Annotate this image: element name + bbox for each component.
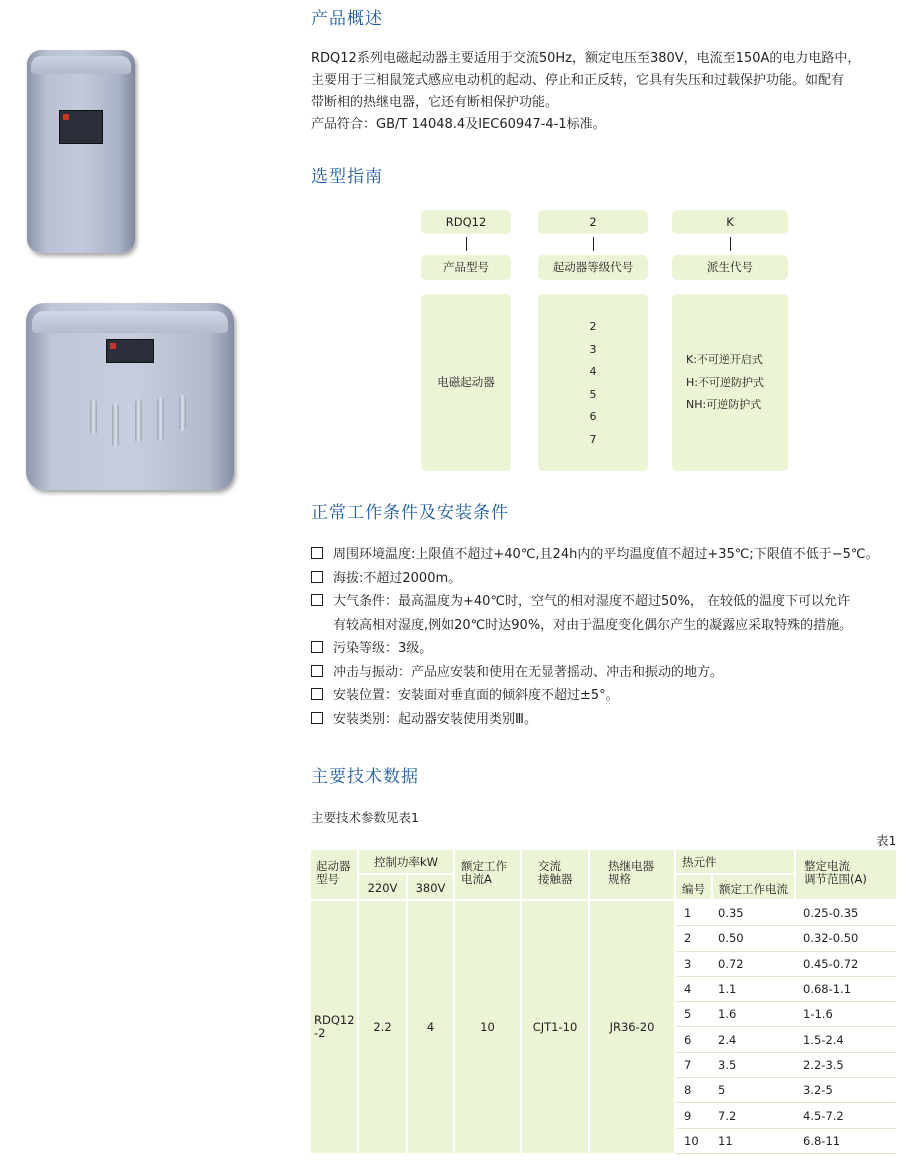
- condition-item: [311, 543, 879, 567]
- condition-item: [311, 684, 879, 708]
- cell-no: 5: [675, 1002, 712, 1027]
- grade-item: 6: [589, 410, 597, 423]
- condition-item: [311, 708, 879, 732]
- tech-title: 主要技术数据: [311, 767, 419, 787]
- overview-line: 产品符合：GB/T 14048.4及IEC60947-4-1标准。: [311, 117, 606, 132]
- header-power: 控制功率kW: [358, 850, 454, 874]
- overview-line: RDQ12系列电磁起动器主要适用于交流50Hz，额定电压至380V，电流至150A的电力电路中，: [311, 51, 861, 66]
- condition-text: 冲击与振动：产品应安装和使用在无显著摇动、冲击和振动的地方。: [333, 664, 724, 680]
- checkbox-icon: [311, 641, 323, 653]
- cell-range: 0.32-0.50: [795, 926, 896, 951]
- cell-element-current: 1.6: [712, 1002, 795, 1027]
- derived-list-box: [672, 294, 788, 471]
- header-range: 整定电流 调节范围(A): [795, 850, 896, 900]
- tech-subtitle: 主要技术参数见表1: [311, 810, 419, 825]
- condition-text: 安装类别：起动器安装使用类别Ⅲ。: [333, 711, 537, 727]
- connector-line: [593, 237, 594, 251]
- code-derived: K: [672, 210, 788, 234]
- caption-model: 产品型号: [421, 255, 511, 280]
- vent-rib-icon: [179, 395, 186, 431]
- tech-table: [311, 850, 896, 1154]
- vent-rib-icon: [90, 399, 97, 435]
- cell-no: 4: [675, 976, 712, 1001]
- cell-power-380: 4: [407, 900, 454, 1153]
- condition-text: 安装位置：安装面对垂直面的倾斜度不超过±5°。: [333, 688, 619, 703]
- cell-model: RDQ12 -2: [311, 900, 358, 1153]
- vent-rib-icon: [135, 399, 142, 443]
- cell-element-current: 0.72: [712, 951, 795, 976]
- grade-item: 4: [589, 365, 597, 378]
- condition-text: 有较高相对湿度,例如20℃时达90%，对由于温度变化偶尔产生的凝露应采取特殊的措施。: [333, 617, 853, 633]
- cell-current: 10: [454, 900, 521, 1153]
- condition-text: 周围环境温度:上限值不超过+40℃,且24h内的平均温度值不超过+35℃;下限值不低于−5℃。: [333, 547, 879, 562]
- cell-contactor: CJT1-10: [521, 900, 589, 1153]
- cell-element-current: 2.4: [712, 1027, 795, 1052]
- cell-element-current: 0.50: [712, 926, 795, 951]
- checkbox-icon: [311, 688, 323, 700]
- table-number: 表1: [876, 833, 897, 848]
- derived-item: K:不可逆开启式: [686, 353, 763, 366]
- cell-element-current: 5: [712, 1078, 795, 1103]
- code-grade: 2: [538, 210, 648, 234]
- grade-item: 3: [589, 342, 597, 356]
- overview-text: [311, 48, 911, 136]
- cell-element-current: 11: [712, 1128, 795, 1153]
- cell-range: 2.2-3.5: [795, 1052, 896, 1077]
- vent-rib-icon: [157, 397, 164, 441]
- header-220v: 220V: [358, 874, 407, 900]
- cell-range: 6.8-11: [795, 1128, 896, 1153]
- header-element-current: 额定工作电流: [712, 874, 795, 900]
- cell-no: 2: [675, 926, 712, 951]
- header-element: 热元件: [675, 850, 795, 874]
- nameplate-icon: [106, 339, 154, 363]
- checkbox-icon: [311, 594, 323, 606]
- condition-item: [311, 567, 879, 591]
- cell-element-current: 3.5: [712, 1052, 795, 1077]
- header-no: 编号: [675, 874, 712, 900]
- checkbox-icon: [311, 712, 323, 724]
- product-photo-small: [27, 50, 135, 253]
- condition-item: [311, 661, 879, 685]
- cell-element-current: 1.1: [712, 976, 795, 1001]
- cell-range: 4.5-7.2: [795, 1103, 896, 1128]
- cell-no: 1: [675, 900, 712, 926]
- cell-no: 10: [675, 1128, 712, 1153]
- nameplate-icon: [59, 110, 103, 144]
- condition-text: 污染等级：3级。: [333, 641, 433, 656]
- code-model: RDQ12: [421, 210, 511, 234]
- cell-element-current: 7.2: [712, 1103, 795, 1128]
- grade-item: 5: [589, 387, 597, 401]
- condition-item: [311, 637, 879, 661]
- cell-no: 7: [675, 1052, 712, 1077]
- cell-relay: JR36-20: [589, 900, 675, 1153]
- overview-line: 带断相的热继电器，它还有断相保护功能。: [311, 95, 559, 110]
- header-contactor: 交流 接触器: [521, 850, 589, 900]
- checkbox-icon: [311, 665, 323, 677]
- connector-line: [466, 237, 467, 251]
- header-380v: 380V: [407, 874, 454, 900]
- header-model: 起动器 型号: [311, 850, 358, 900]
- overview-title: 产品概述: [311, 9, 383, 29]
- overview-line: 主要用于三相鼠笼式感应电动机的起动、停止和正反转，它具有失压和过载保护功能。如配有: [311, 73, 845, 88]
- product-name-box: 电磁起动器: [421, 294, 511, 471]
- vent-rib-icon: [112, 403, 119, 447]
- caption-derived: 派生代号: [672, 255, 788, 280]
- condition-item: [311, 590, 879, 614]
- connector-line: [730, 237, 731, 251]
- cell-no: 8: [675, 1078, 712, 1103]
- cell-range: 1.5-2.4: [795, 1027, 896, 1052]
- derived-list: [686, 349, 764, 417]
- derived-item: H:不可逆防护式: [686, 375, 764, 389]
- grade-item: 2: [589, 320, 597, 333]
- cell-no: 3: [675, 951, 712, 976]
- derived-item: NH:可逆防护式: [686, 398, 762, 411]
- cell-range: 1-1.6: [795, 1002, 896, 1027]
- condition-text: 大气条件：最高温度为+40℃时，空气的相对湿度不超过50%， 在较低的温度下可以允许: [333, 594, 851, 609]
- guide-title: 选型指南: [311, 167, 383, 187]
- cell-no: 6: [675, 1027, 712, 1052]
- checkbox-icon: [311, 571, 323, 583]
- grade-list: [538, 316, 648, 451]
- cell-no: 9: [675, 1103, 712, 1128]
- checkbox-icon: [311, 547, 323, 559]
- conditions-title: 正常工作条件及安装条件: [311, 503, 509, 523]
- condition-text: 海拔:不超过2000m。: [333, 570, 462, 586]
- caption-grade: 起动器等级代号: [538, 255, 648, 280]
- condition-list: [311, 543, 879, 731]
- header-current: 额定工作 电流A: [454, 850, 521, 900]
- cell-range: 0.25-0.35: [795, 900, 896, 926]
- condition-item-continued: [311, 614, 879, 638]
- cell-range: 3.2-5: [795, 1078, 896, 1103]
- grade-list-box: [538, 294, 648, 471]
- cell-power-220: 2.2: [358, 900, 407, 1153]
- cell-element-current: 0.35: [712, 900, 795, 926]
- product-photo-large: [26, 303, 234, 490]
- header-relay: 热继电器 规格: [589, 850, 675, 900]
- cell-range: 0.68-1.1: [795, 976, 896, 1001]
- grade-item: 7: [589, 432, 597, 446]
- table-row: [311, 900, 896, 926]
- cell-range: 0.45-0.72: [795, 951, 896, 976]
